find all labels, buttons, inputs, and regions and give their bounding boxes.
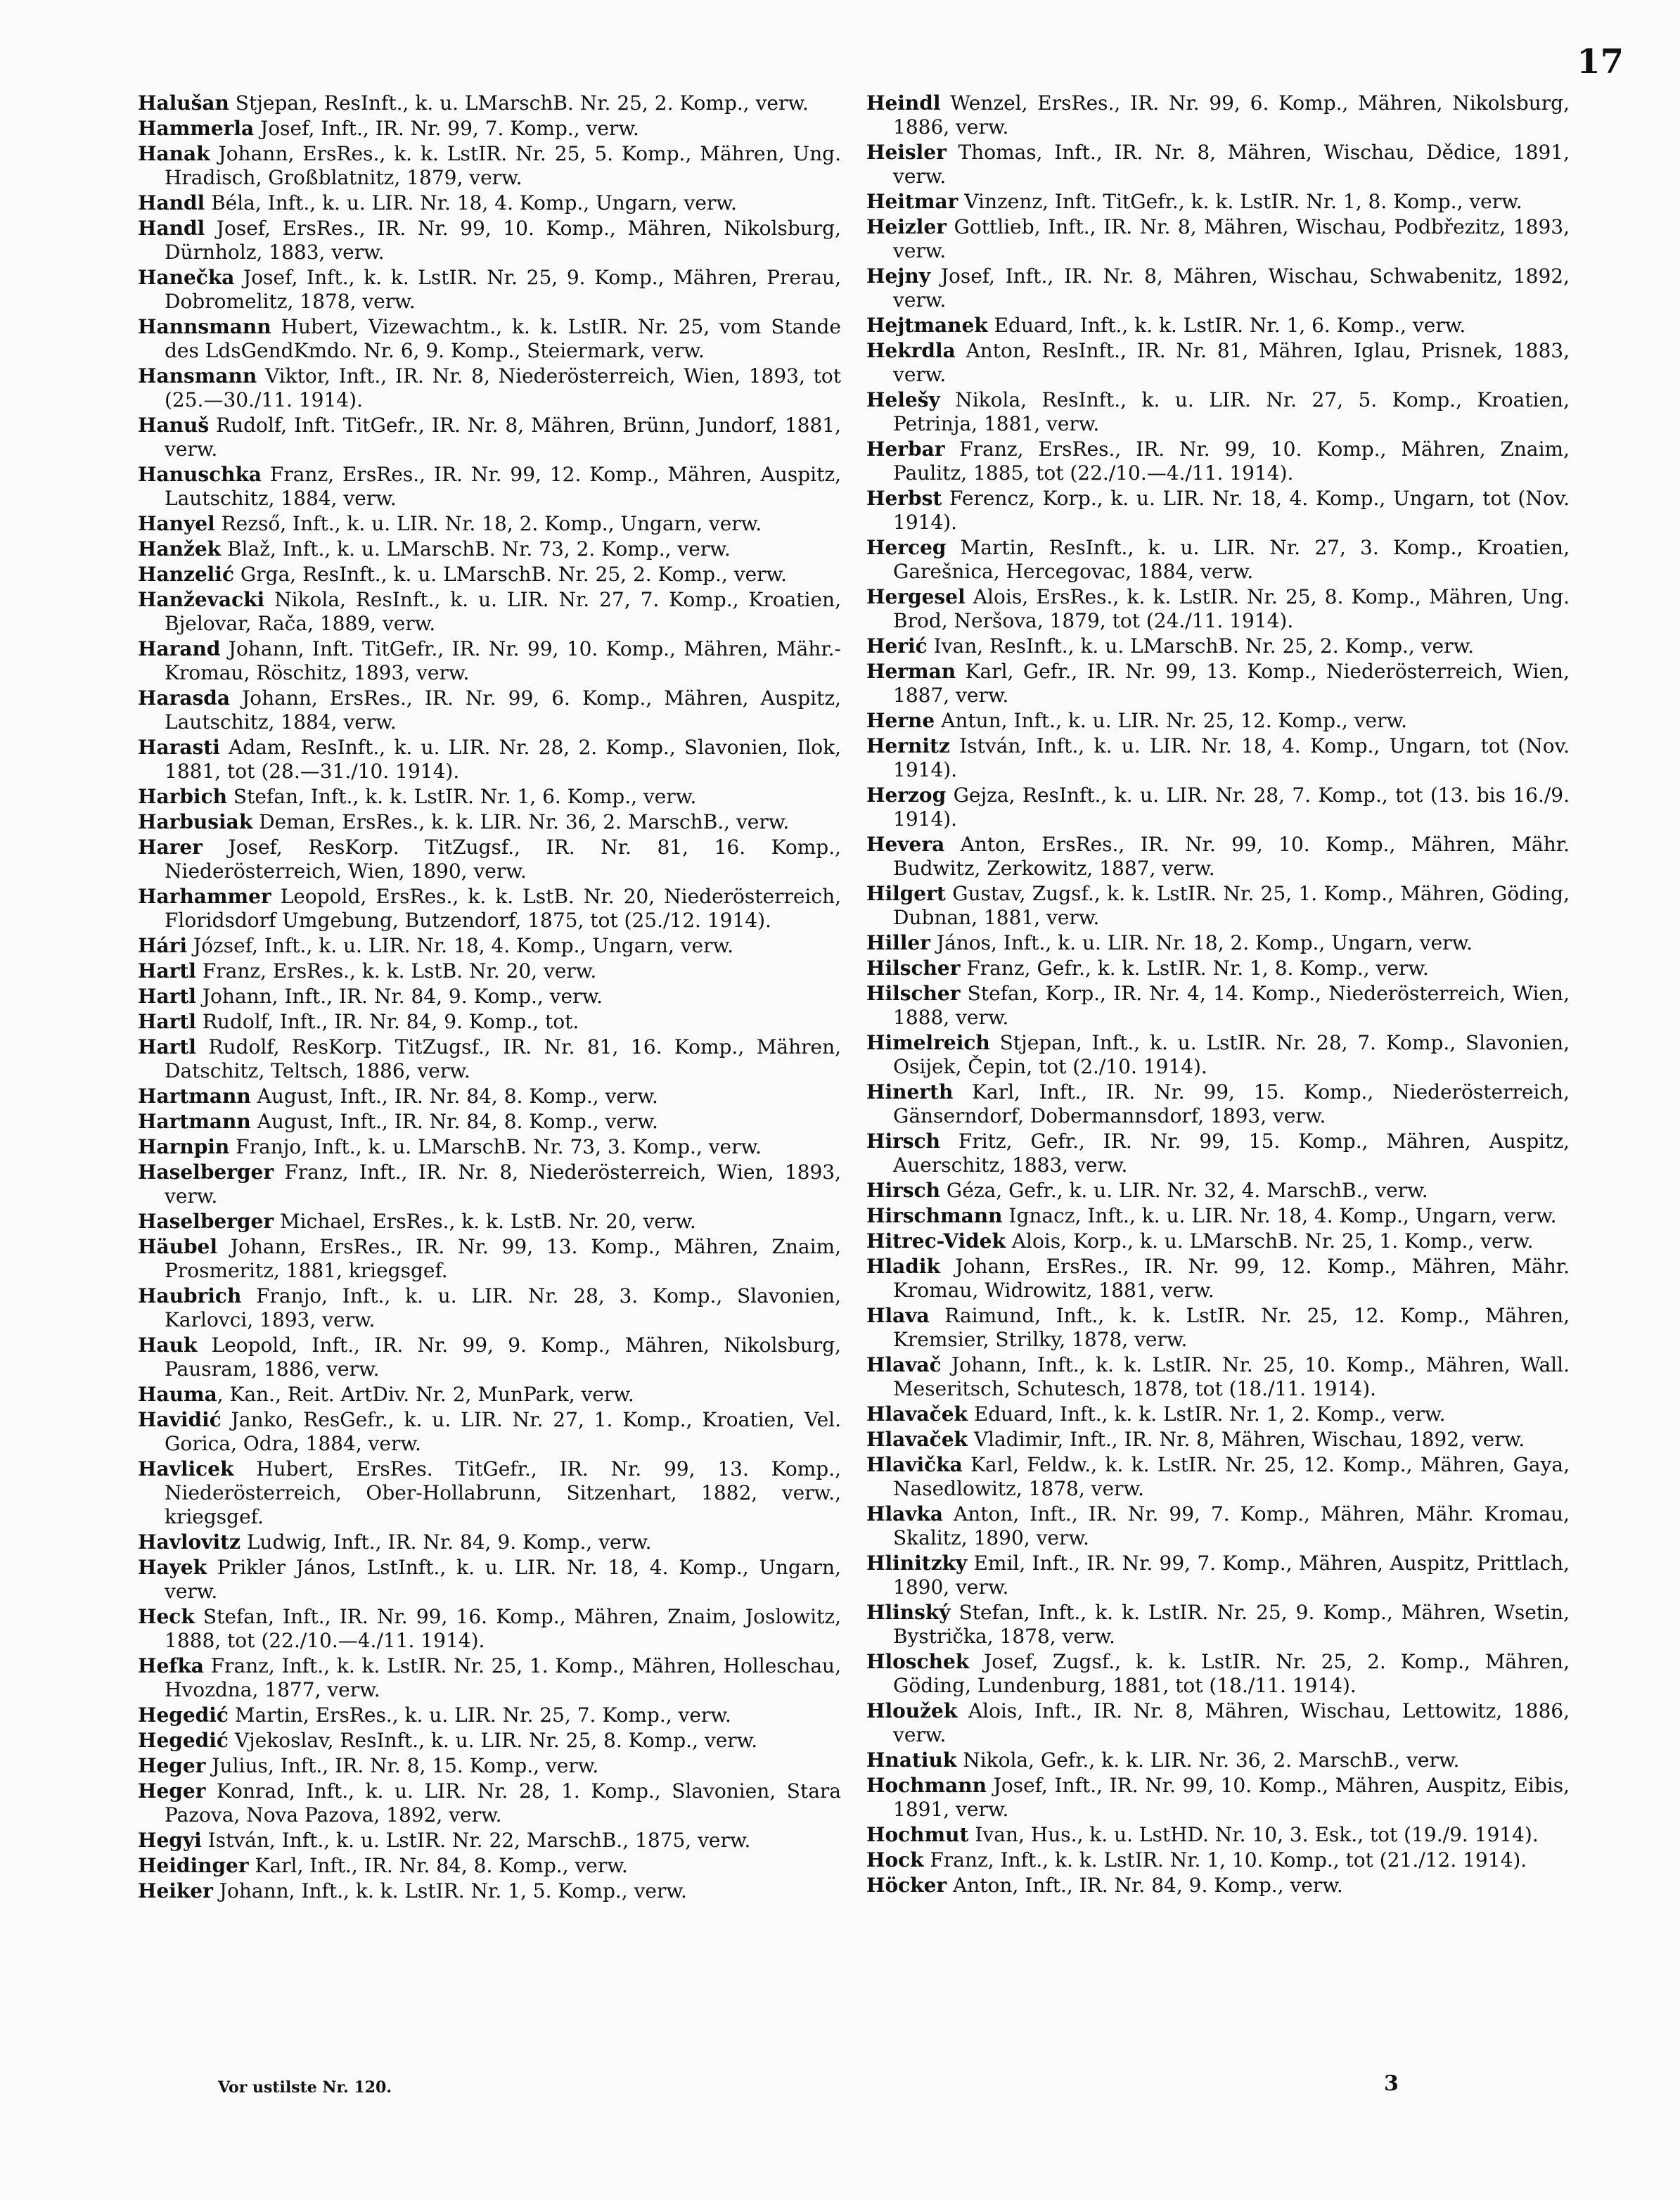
list-item: [138, 364, 841, 412]
list-item: [138, 1703, 841, 1727]
list-item: [866, 634, 1570, 658]
list-item: [138, 1408, 841, 1456]
entry-surname: Harbusiak: [138, 810, 253, 833]
entry-details: Wenzel, ErsRes., IR. Nr. 99, 6. Komp., Mähren, Nikolsburg, 1886, verw.: [893, 91, 1570, 139]
entry-surname: Hayek: [138, 1556, 207, 1579]
entry-surname: Havlovitz: [138, 1530, 241, 1554]
list-item: [866, 91, 1570, 139]
entry-details: Hubert, Vizewachtm., k. k. LstIR. Nr. 25, vom Stande des LdsGendKmdo. Nr. 6, 9. Komp., Steiermark, verw.: [165, 315, 841, 362]
entry-details: Nikola, Gefr., k. k. LIR. Nr. 36, 2. MarschB., verw.: [956, 1748, 1460, 1772]
entry-details: Ivan, ResInft., k. u. LMarschB. Nr. 25, 2. Komp., verw.: [927, 634, 1475, 658]
entry-surname: Hochmann: [866, 1774, 987, 1797]
entry-details: Julius, Inft., IR. Nr. 8, 15. Komp., verw.: [205, 1754, 599, 1777]
entry-surname: Hammerla: [138, 117, 255, 140]
entry-surname: Hanak: [138, 142, 210, 165]
entry-surname: Hartl: [138, 1035, 196, 1059]
entry-details: Eduard, Inft., k. k. LstIR. Nr. 1, 2. Komp., verw.: [967, 1402, 1446, 1426]
entry-details: Franz, Inft., k. k. LstIR. Nr. 25, 1. Komp., Mähren, Holleschau, Hvozdna, 1877, verw.: [165, 1654, 841, 1701]
entry-details: Martin, ErsRes., k. u. LIR. Nr. 25, 7. Komp., verw.: [228, 1703, 731, 1727]
list-item: [866, 957, 1570, 980]
entry-surname: Handl: [138, 191, 205, 215]
list-item: [866, 882, 1570, 930]
entry-details: Leopold, Inft., IR. Nr. 99, 9. Komp., Mähren, Nikolsburg, Pausram, 1886, verw.: [165, 1334, 841, 1381]
entry-details: Anton, ResInft., IR. Nr. 81, Mähren, Iglau, Prisnek, 1883, verw.: [893, 339, 1570, 386]
entry-details: Nikola, ResInft., k. u. LIR. Nr. 27, 7. Komp., Kroatien, Bjelovar, Rača, 1889, verw.: [165, 588, 841, 635]
entry-surname: Häubel: [138, 1235, 217, 1258]
entry-surname: Hannsmann: [138, 315, 271, 338]
entry-details: Stefan, Inft., k. k. LstIR. Nr. 25, 9. Komp., Mähren, Wsetin, Bystrička, 1878, verw.: [893, 1601, 1570, 1648]
entry-surname: Hergesel: [866, 585, 966, 608]
entry-surname: Hinerth: [866, 1080, 954, 1104]
entry-details: Vladimir, Inft., IR. Nr. 8, Mähren, Wischau, 1892, verw.: [967, 1428, 1525, 1451]
entry-details: István, Inft., k. u. LstIR. Nr. 22, MarschB., 1875, verw.: [201, 1829, 751, 1852]
entry-surname: Hanuschka: [138, 463, 262, 486]
entry-surname: Handl: [138, 217, 205, 240]
entry-details: Ferencz, Korp., k. u. LIR. Nr. 18, 4. Komp., Ungarn, tot (Nov. 1914).: [893, 487, 1570, 534]
entry-details: , Kan., Reit. ArtDiv. Nr. 2, MunPark, verw.: [217, 1383, 634, 1406]
entry-details: Johann, Inft., IR. Nr. 84, 9. Komp., verw.: [195, 985, 603, 1008]
entry-details: Prikler János, LstInft., k. u. LIR. Nr. 18, 4. Komp., Ungarn, verw.: [165, 1556, 841, 1603]
list-item: [138, 1829, 841, 1853]
entry-surname: Hloschek: [866, 1650, 970, 1673]
entry-surname: Harhammer: [138, 885, 271, 908]
entry-surname: Hitrec-Videk: [866, 1229, 1006, 1253]
entry-details: Stefan, Inft., k. k. LstIR. Nr. 1, 6. Komp., verw.: [226, 785, 697, 808]
list-item: [138, 885, 841, 933]
entry-details: Josef, ResKorp. TitZugsf., IR. Nr. 81, 16. Komp., Niederösterreich, Wien, 1890, verw.: [165, 836, 841, 883]
list-item: [138, 1530, 841, 1554]
list-item: [138, 1729, 841, 1753]
entry-details: Johann, ErsRes., IR. Nr. 99, 6. Komp., Mähren, Auspitz, Lautschitz, 1884, verw.: [165, 686, 841, 734]
list-item: [138, 463, 841, 511]
entry-details: Ignacz, Inft., k. u. LIR. Nr. 18, 4. Komp., Ungarn, verw.: [1002, 1204, 1557, 1227]
entry-details: Vjekoslav, ResInft., k. u. LIR. Nr. 25, 8. Komp., verw.: [228, 1729, 758, 1752]
entry-surname: Havidić: [138, 1408, 222, 1431]
left-footer: Vor ustilste Nr. 120.: [218, 2078, 392, 2097]
entry-surname: Hock: [866, 1848, 924, 1872]
list-item: [138, 266, 841, 314]
list-item: [866, 339, 1570, 387]
list-item: [866, 709, 1570, 733]
entry-details: Anton, Inft., IR. Nr. 99, 7. Komp., Mähren, Mähr. Kromau, Skalitz, 1890, verw.: [893, 1502, 1570, 1549]
entry-surname: Harer: [138, 836, 203, 859]
entry-details: Franz, ErsRes., IR. Nr. 99, 10. Komp., Mähren, Znaim, Paulitz, 1885, tot (22./10.—4./11. 1914).: [893, 437, 1570, 485]
entry-details: Nikola, ResInft., k. u. LIR. Nr. 27, 5. Komp., Kroatien, Petrinja, 1881, verw.: [893, 388, 1570, 435]
entry-details: Johann, Inft., k. k. LstIR. Nr. 1, 5. Komp., verw.: [212, 1879, 687, 1902]
list-item: [138, 191, 841, 215]
entry-details: Franz, ErsRes., IR. Nr. 99, 12. Komp., Mähren, Auspitz, Lautschitz, 1884, verw.: [165, 463, 841, 510]
list-item: [138, 1556, 841, 1604]
entry-details: Ivan, Hus., k. u. LstHD. Nr. 10, 3. Esk., tot (19./9. 1914).: [968, 1823, 1539, 1846]
entry-details: Franz, Inft., IR. Nr. 8, Niederösterreich, Wien, 1893, verw.: [165, 1160, 841, 1208]
list-item: [866, 141, 1570, 188]
list-item: [866, 1601, 1570, 1649]
list-item: [138, 537, 841, 561]
list-item: [138, 1210, 841, 1234]
entry-surname: Hevera: [866, 833, 945, 856]
entry-details: Josef, Zugsf., k. k. LstIR. Nr. 25, 2. Komp., Mähren, Göding, Lundenburg, 1881, tot (18./11. 1914).: [893, 1650, 1570, 1697]
page-number: 17: [1577, 42, 1624, 82]
entry-surname: Hefka: [138, 1654, 204, 1677]
entry-surname: Hlinský: [866, 1601, 951, 1624]
entry-details: Michael, ErsRes., k. k. LstB. Nr. 20, verw.: [274, 1210, 696, 1233]
entry-surname: Hnatiuk: [866, 1748, 957, 1772]
entry-surname: Hlavaček: [866, 1402, 968, 1426]
list-item: [866, 1229, 1570, 1253]
entry-details: Franz, Inft., k. k. LstIR. Nr. 1, 10. Komp., tot (21./12. 1914).: [923, 1848, 1527, 1872]
entry-details: Raimund, Inft., k. k. LstIR. Nr. 25, 12. Komp., Mähren, Kremsier, Strilky, 1878, verw.: [893, 1304, 1570, 1351]
entry-surname: Havlicek: [138, 1457, 234, 1480]
entry-surname: Hanuš: [138, 414, 210, 437]
entry-surname: Heiker: [138, 1879, 213, 1902]
list-item: [138, 1284, 841, 1332]
entry-details: Josef, Inft., k. k. LstIR. Nr. 25, 9. Komp., Mähren, Prerau, Dobromelitz, 1878, verw.: [165, 266, 841, 313]
entry-details: Alois, ErsRes., k. k. LstIR. Nr. 25, 8. Komp., Mähren, Ung. Brod, Neršova, 1879, tot (24./11. 1914).: [893, 585, 1570, 632]
entry-surname: Hartl: [138, 985, 196, 1008]
list-item: [138, 686, 841, 734]
list-item: [866, 1031, 1570, 1079]
entry-surname: Hanževacki: [138, 588, 265, 611]
entry-surname: Hanečka: [138, 266, 235, 289]
entry-details: Vinzenz, Inft. TitGefr., k. k. LstIR. Nr. 1, 8. Komp., verw.: [958, 190, 1522, 213]
entry-details: József, Inft., k. u. LIR. Nr. 18, 4. Komp., Ungarn, verw.: [187, 934, 734, 957]
entry-details: Stefan, Korp., IR. Nr. 4, 14. Komp., Niederösterreich, Wien, 1888, verw.: [893, 982, 1570, 1029]
entry-surname: Hilscher: [866, 982, 961, 1005]
right-footer: 3: [1384, 2071, 1399, 2096]
entry-details: Josef, Inft., IR. Nr. 8, Mähren, Wischau, Schwabenitz, 1892, verw.: [893, 264, 1570, 312]
entry-details: Anton, ErsRes., IR. Nr. 99, 10. Komp., Mähren, Mähr. Budwitz, Zerkowitz, 1887, verw.: [893, 833, 1570, 880]
entry-details: Franjo, Inft., k. u. LIR. Nr. 28, 3. Komp., Slavonien, Karlovci, 1893, verw.: [165, 1284, 841, 1331]
entry-surname: Heindl: [866, 91, 941, 115]
entry-details: Karl, Inft., IR. Nr. 84, 8. Komp., verw.: [248, 1854, 628, 1877]
list-item: [138, 1879, 841, 1903]
entry-surname: Hanyel: [138, 512, 215, 535]
left-column: [138, 91, 841, 1905]
entry-details: Gottlieb, Inft., IR. Nr. 8, Mähren, Wischau, Podbřezitz, 1893, verw.: [893, 215, 1570, 262]
entry-surname: Hegedić: [138, 1729, 229, 1752]
entry-surname: Hlavka: [866, 1502, 944, 1526]
entry-details: Josef, Inft., IR. Nr. 99, 10. Komp., Mähren, Auspitz, Eibis, 1891, verw.: [893, 1774, 1570, 1821]
entry-details: Emil, Inft., IR. Nr. 99, 7. Komp., Mähren, Auspitz, Prittlach, 1890, verw.: [893, 1552, 1570, 1599]
entry-details: Josef, Inft., IR. Nr. 99, 7. Komp., verw.: [254, 117, 639, 140]
list-item: [866, 1353, 1570, 1401]
entry-surname: Hilgert: [866, 882, 946, 905]
list-item: [138, 142, 841, 190]
entry-details: Géza, Gefr., k. u. LIR. Nr. 32, 4. MarschB., verw.: [940, 1179, 1428, 1202]
entry-surname: Herman: [866, 660, 956, 683]
list-item: [866, 1874, 1570, 1898]
entry-details: Deman, ErsRes., k. k. LIR. Nr. 36, 2. MarschB., verw.: [252, 810, 790, 833]
list-item: [138, 1160, 841, 1208]
entry-surname: Hartmann: [138, 1085, 251, 1108]
entry-details: Grga, ResInft., k. u. LMarschB. Nr. 25, 2. Komp., verw.: [234, 563, 788, 586]
entry-surname: Hilscher: [866, 957, 961, 980]
entry-details: Adam, ResInft., k. u. LIR. Nr. 28, 2. Komp., Slavonien, Ilok, 1881, tot (28.—31./10. 1914).: [165, 736, 841, 783]
entry-details: Karl, Feldw., k. k. LstIR. Nr. 25, 12. Komp., Mähren, Gaya, Nasedlowitz, 1878, verw.: [893, 1453, 1570, 1500]
list-item: [138, 588, 841, 636]
entry-surname: Hlavač: [866, 1353, 942, 1376]
entry-surname: Hloužek: [866, 1699, 958, 1722]
list-item: [138, 810, 841, 834]
entry-details: Karl, Inft., IR. Nr. 99, 15. Komp., Niederösterreich, Gänserndorf, Dobermannsdorf, 1893, verw.: [893, 1080, 1570, 1127]
entry-surname: Hernitz: [866, 734, 950, 757]
list-item: [138, 414, 841, 461]
list-item: [138, 1654, 841, 1702]
list-item: [138, 836, 841, 883]
list-item: [866, 1204, 1570, 1228]
entry-surname: Hekrdla: [866, 339, 956, 362]
entry-details: Hubert, ErsRes. TitGefr., IR. Nr. 99, 13. Komp., Niederösterreich, Ober-Hollabrunn, Sitzenhart, 1882, verw., kriegsgef.: [165, 1457, 841, 1528]
list-item: [138, 1754, 841, 1778]
entry-surname: Herceg: [866, 536, 947, 559]
list-item: [138, 1010, 841, 1034]
entry-details: István, Inft., k. u. LIR. Nr. 18, 4. Komp., Ungarn, tot (Nov. 1914).: [893, 734, 1570, 781]
list-item: [866, 437, 1570, 485]
entry-details: Blaž, Inft., k. u. LMarschB. Nr. 73, 2. Komp., verw.: [221, 537, 731, 561]
list-item: [138, 1235, 841, 1283]
entry-details: Alois, Inft., IR. Nr. 8, Mähren, Wischau, Lettowitz, 1886, verw.: [893, 1699, 1570, 1746]
list-item: [866, 1255, 1570, 1303]
entry-surname: Hartl: [138, 959, 196, 983]
list-item: [866, 487, 1570, 535]
entry-details: August, Inft., IR. Nr. 84, 8. Komp., verw.: [250, 1110, 658, 1133]
entry-details: Karl, Gefr., IR. Nr. 99, 13. Komp., Niederösterreich, Wien, 1887, verw.: [893, 660, 1570, 707]
entry-surname: Hauma: [138, 1383, 217, 1406]
list-item: [866, 1774, 1570, 1822]
list-item: [866, 1179, 1570, 1203]
entry-surname: Harand: [138, 637, 221, 660]
list-item: [866, 1402, 1570, 1426]
entry-details: Béla, Inft., k. u. LIR. Nr. 18, 4. Komp., Ungarn, verw.: [205, 191, 737, 215]
list-item: [866, 1748, 1570, 1772]
list-item: [866, 734, 1570, 782]
list-item: [866, 1428, 1570, 1452]
entry-details: Leopold, ErsRes., k. k. LstB. Nr. 20, Niederösterreich, Floridsdorf Umgebung, Butzendorf, 1875, tot (25./12. 1914).: [165, 885, 841, 932]
list-item: [138, 1135, 841, 1159]
list-item: [138, 959, 841, 983]
entry-surname: Hartl: [138, 1010, 196, 1033]
list-item: [866, 1552, 1570, 1599]
list-item: [866, 1304, 1570, 1352]
list-item: [866, 536, 1570, 584]
entry-surname: Hejny: [866, 264, 931, 288]
entry-details: Martin, ResInft., k. u. LIR. Nr. 27, 3. Komp., Kroatien, Garešnica, Hercegovac, 1884, verw.: [893, 536, 1570, 583]
entry-details: Franz, ErsRes., k. k. LstB. Nr. 20, verw.: [195, 959, 597, 983]
list-item: [138, 785, 841, 809]
entry-details: Ludwig, Inft., IR. Nr. 84, 9. Komp., verw.: [240, 1530, 652, 1554]
entry-details: Johann, ErsRes., k. k. LstIR. Nr. 25, 5. Komp., Mähren, Ung. Hradisch, Großblatnitz, 1879, verw.: [165, 142, 841, 189]
entry-details: Johann, ErsRes., IR. Nr. 99, 12. Komp., Mähren, Mähr. Kromau, Widrowitz, 1881, verw.: [893, 1255, 1570, 1302]
entry-surname: Heger: [138, 1754, 206, 1777]
entry-details: Thomas, Inft., IR. Nr. 8, Mähren, Wischau, Dědice, 1891, verw.: [893, 141, 1570, 188]
entry-details: Rezső, Inft., k. u. LIR. Nr. 18, 2. Komp., Ungarn, verw.: [214, 512, 762, 535]
entry-surname: Harasti: [138, 736, 220, 759]
list-item: [866, 1130, 1570, 1177]
entry-surname: Hladik: [866, 1255, 940, 1278]
list-item: [866, 833, 1570, 881]
entry-surname: Hegyi: [138, 1829, 202, 1852]
entry-surname: Herzog: [866, 784, 947, 807]
list-item: [138, 1334, 841, 1381]
list-item: [138, 1110, 841, 1134]
list-item: [138, 934, 841, 958]
entry-surname: Hegedić: [138, 1703, 229, 1727]
list-item: [138, 91, 841, 115]
list-item: [138, 315, 841, 363]
list-item: [866, 314, 1570, 338]
entry-details: Franz, Gefr., k. k. LstIR. Nr. 1, 8. Komp., verw.: [960, 957, 1429, 980]
entry-details: János, Inft., k. u. LIR. Nr. 18, 2. Komp., Ungarn, verw.: [930, 931, 1473, 954]
entry-details: Franjo, Inft., k. u. LMarschB. Nr. 73, 3. Komp., verw.: [229, 1135, 762, 1158]
entry-surname: Heidinger: [138, 1854, 249, 1877]
entry-surname: Herne: [866, 709, 935, 732]
entry-surname: Himelreich: [866, 1031, 990, 1054]
entry-surname: Helešy: [866, 388, 940, 411]
entry-surname: Hirschmann: [866, 1204, 1003, 1227]
entry-surname: Hlavička: [866, 1453, 963, 1476]
list-item: [866, 784, 1570, 831]
entry-surname: Harasda: [138, 686, 230, 710]
list-item: [866, 1823, 1570, 1847]
entry-details: Gustav, Zugsf., k. k. LstIR. Nr. 25, 1. Komp., Mähren, Göding, Dubnan, 1881, verw.: [893, 882, 1570, 929]
list-item: [138, 1035, 841, 1083]
list-item: [866, 215, 1570, 263]
entry-details: Stjepan, Inft., k. u. LstIR. Nr. 28, 7. Komp., Slavonien, Osijek, Čepin, tot (2./10. 1914).: [893, 1031, 1570, 1078]
list-item: [866, 931, 1570, 955]
entry-surname: Halušan: [138, 91, 229, 115]
entry-details: Johann, Inft., k. k. LstIR. Nr. 25, 10. Komp., Mähren, Wall. Meseritsch, Schutesch, 1878, tot (18./11. 1914).: [893, 1353, 1570, 1400]
entry-surname: Hochmut: [866, 1823, 969, 1846]
entry-surname: Hirsch: [866, 1179, 941, 1202]
list-item: [866, 388, 1570, 436]
entry-details: Josef, ErsRes., IR. Nr. 99, 10. Komp., Mähren, Nikolsburg, Dürnholz, 1883, verw.: [165, 217, 841, 264]
entry-surname: Hlavaček: [866, 1428, 968, 1451]
entry-details: Eduard, Inft., k. k. LstIR. Nr. 1, 6. Komp., verw.: [987, 314, 1466, 337]
list-item: [138, 637, 841, 685]
entry-surname: Herbar: [866, 437, 945, 461]
entry-details: Rudolf, ResKorp. TitZugsf., IR. Nr. 81, 16. Komp., Mähren, Datschitz, Teltsch, 1886, verw.: [165, 1035, 841, 1082]
list-item: [866, 1453, 1570, 1501]
list-item: [866, 1650, 1570, 1698]
entry-details: Johann, ErsRes., IR. Nr. 99, 13. Komp., Mähren, Znaim, Prosmeritz, 1881, kriegsgef.: [165, 1235, 841, 1282]
entry-surname: Haubrich: [138, 1284, 242, 1307]
list-item: [138, 1779, 841, 1827]
entry-surname: Hári: [138, 934, 187, 957]
list-item: [138, 1383, 841, 1407]
list-item: [138, 217, 841, 264]
entry-surname: Herbst: [866, 487, 942, 510]
list-item: [138, 117, 841, 141]
list-item: [138, 512, 841, 536]
entry-surname: Heisler: [866, 141, 947, 164]
list-item: [866, 1699, 1570, 1747]
entry-details: Stjepan, ResInft., k. u. LMarschB. Nr. 25, 2. Komp., verw.: [229, 91, 809, 115]
list-item: [866, 982, 1570, 1030]
list-item: [866, 1848, 1570, 1872]
entry-details: Gejza, ResInft., k. u. LIR. Nr. 28, 7. Komp., tot (13. bis 16./9. 1914).: [893, 784, 1570, 831]
list-item: [866, 1502, 1570, 1550]
entry-surname: Hanzelić: [138, 563, 234, 586]
entry-details: Janko, ResGefr., k. u. LIR. Nr. 27, 1. Komp., Kroatien, Vel. Gorica, Odra, 1884, verw.: [165, 1408, 841, 1455]
entry-surname: Herić: [866, 634, 928, 658]
entry-surname: Heizler: [866, 215, 947, 238]
list-item: [138, 1085, 841, 1108]
entry-details: Konrad, Inft., k. u. LIR. Nr. 28, 1. Komp., Slavonien, Stara Pazova, Nova Pazova, 1892, verw.: [165, 1779, 841, 1827]
entry-surname: Heck: [138, 1605, 195, 1628]
entry-surname: Harbich: [138, 785, 227, 808]
list-item: [138, 563, 841, 587]
entry-details: Antun, Inft., k. u. LIR. Nr. 25, 12. Komp., verw.: [935, 709, 1408, 732]
entry-surname: Hansmann: [138, 364, 257, 388]
list-item: [866, 1080, 1570, 1128]
entry-surname: Hirsch: [866, 1130, 941, 1153]
list-item: [138, 1854, 841, 1878]
entry-surname: Hanžek: [138, 537, 222, 561]
right-column: [866, 91, 1570, 1899]
entry-details: Rudolf, Inft., IR. Nr. 84, 9. Komp., tot.: [195, 1010, 579, 1033]
list-item: [866, 264, 1570, 312]
entry-details: August, Inft., IR. Nr. 84, 8. Komp., verw.: [250, 1085, 658, 1108]
entry-details: Stefan, Inft., IR. Nr. 99, 16. Komp., Mähren, Znaim, Joslowitz, 1888, tot (22./10.—4./11. 1914).: [165, 1605, 841, 1652]
entry-details: Johann, Inft. TitGefr., IR. Nr. 99, 10. Komp., Mähren, Mähr.-Kromau, Röschitz, 1893, verw.: [165, 637, 841, 684]
entry-details: Alois, Korp., k. u. LMarschB. Nr. 25, 1. Komp., verw.: [1005, 1229, 1534, 1253]
list-item: [138, 1605, 841, 1653]
list-item: [866, 660, 1570, 708]
list-item: [138, 985, 841, 1009]
entry-surname: Höcker: [866, 1874, 947, 1897]
entry-surname: Heger: [138, 1779, 206, 1803]
entry-details: Anton, Inft., IR. Nr. 84, 9. Komp., verw.: [947, 1874, 1343, 1897]
entry-details: Viktor, Inft., IR. Nr. 8, Niederösterreich, Wien, 1893, tot (25.—30./11. 1914).: [165, 364, 841, 411]
list-item: [138, 1457, 841, 1529]
list-item: [866, 190, 1570, 214]
entry-surname: Hartmann: [138, 1110, 251, 1133]
entry-surname: Hauk: [138, 1334, 198, 1357]
entry-details: Fritz, Gefr., IR. Nr. 99, 15. Komp., Mähren, Auspitz, Auerschitz, 1883, verw.: [893, 1130, 1570, 1177]
entry-surname: Hlinitzky: [866, 1552, 968, 1575]
entry-surname: Heitmar: [866, 190, 958, 213]
entry-surname: Hejtmanek: [866, 314, 988, 337]
list-item: [138, 736, 841, 784]
entry-surname: Haselberger: [138, 1160, 274, 1184]
entry-surname: Harnpin: [138, 1135, 230, 1158]
list-item: [866, 585, 1570, 633]
entry-surname: Hiller: [866, 931, 930, 954]
entry-surname: Hlava: [866, 1304, 930, 1327]
entry-details: Rudolf, Inft. TitGefr., IR. Nr. 8, Mähren, Brünn, Jundorf, 1881, verw.: [165, 414, 841, 461]
entry-surname: Haselberger: [138, 1210, 274, 1233]
